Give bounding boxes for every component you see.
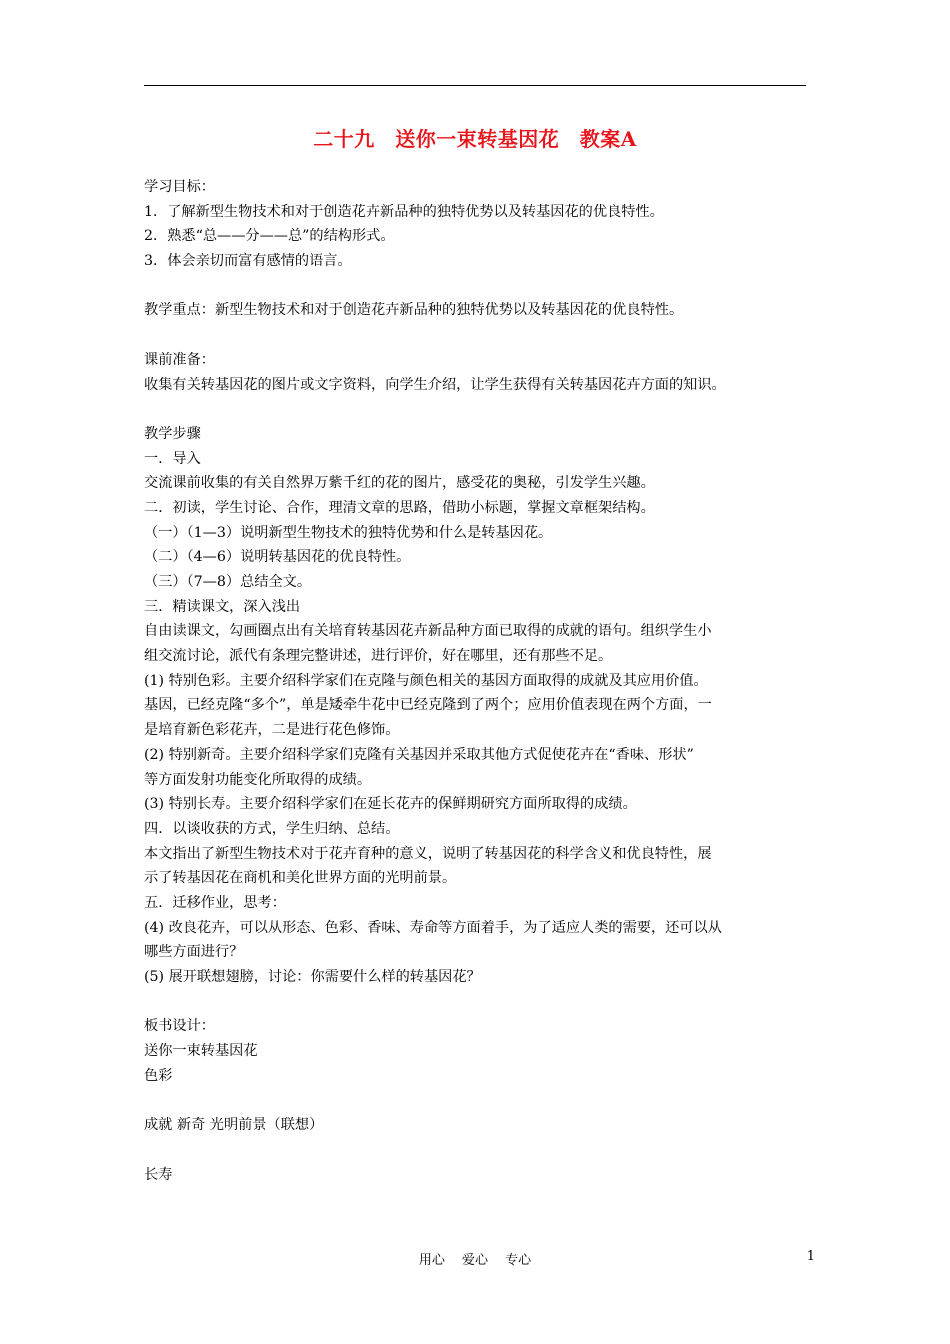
text-line: 五．迁移作业，思考：	[144, 894, 286, 911]
text-line: 交流课前收集的有关自然界万紫千红的花的图片，感受花的奥秘，引发学生兴趣。	[144, 475, 655, 492]
text-line: 长寿	[144, 1166, 173, 1183]
text-line: 等方面发射功能变化所取得的成绩。	[144, 771, 372, 788]
text-line: 示了转基因花在商机和美化世界方面的光明前景。	[144, 870, 457, 887]
text-line: 是培育新色彩花卉，二是进行花色修饰。	[144, 722, 400, 739]
text-line: 二．初读，学生讨论、合作，理清文章的思路，借助小标题，掌握文章框架结构。	[144, 499, 655, 516]
text-line: 三．精读课文，深入浅出	[144, 598, 301, 615]
text-line: (3) 特别长寿。主要介绍科学家们在延长花卉的保鲜期研究方面所取得的成绩。	[144, 796, 637, 813]
blank-line	[144, 990, 820, 1015]
text-line: (1) 特别色彩。主要介绍科学家们在克隆与颜色相关的基因方面取得的成就及其应用价值。	[144, 672, 708, 689]
text-line: （一）（1—3）说明新型生物技术的独特优势和什么是转基因花。	[144, 524, 553, 541]
document-title: 二十九 送你一束转基因花 教案A	[313, 127, 637, 151]
text-line: 组交流讨论，派代有条理完整讲述，进行评价，好在哪里，还有那些不足。	[144, 648, 613, 665]
text-line: 一．导入	[144, 450, 201, 467]
text-line: 教学步骤	[144, 425, 201, 442]
page-number: 1	[806, 1249, 815, 1264]
text-line: 2．熟悉“总——分——总”的结构形式。	[144, 228, 395, 245]
text-line: 板书设计：	[144, 1018, 215, 1035]
text-line: 自由读课文，勾画圈点出有关培育转基因花卉新品种方面已取得的成就的语句。组织学生小	[144, 623, 712, 640]
text-line: 本文指出了新型生物技术对于花卉育种的意义，说明了转基因花的科学含义和优良特性，展	[144, 845, 712, 862]
blank-line	[144, 1088, 820, 1113]
text-line: 送你一束转基因花	[144, 1043, 258, 1060]
document-body	[144, 175, 820, 1187]
text-line: 色彩	[144, 1067, 173, 1084]
text-line: (5) 展开联想翅膀，讨论：你需要什么样的转基因花？	[144, 969, 481, 985]
text-line: (2) 特别新奇。主要介绍科学家们克隆有关基因并采取其他方式促使花卉在“香味、形状”	[144, 746, 694, 763]
header-rule	[144, 85, 806, 86]
text-line: 哪些方面进行？	[144, 944, 244, 961]
blank-line	[144, 1138, 820, 1163]
footer-motto: 用心 爱心 专心	[418, 1253, 532, 1268]
text-line: (4) 改良花卉，可以从形态、色彩、香味、寿命等方面着手，为了适应人类的需要，还可以从	[144, 919, 722, 936]
text-line: 四．以谈收获的方式，学生归纳、总结。	[144, 820, 400, 837]
blank-line	[144, 274, 820, 299]
text-line: 学习目标：	[144, 179, 215, 195]
text-line: 基因，已经克隆“多个”，单是矮牵牛花中已经克隆到了两个；应用价值表现在两个方面，一	[144, 697, 712, 714]
text-line: 3．体会亲切而富有感情的语言。	[144, 253, 352, 270]
text-line: 收集有关转基因花的图片或文字资料，向学生介绍，让学生获得有关转基因花卉方面的知识。	[144, 376, 726, 393]
text-line: 教学重点：新型生物技术和对于创造花卉新品种的独特优势以及转基因花的优良特性。	[144, 302, 684, 319]
text-line: （三）（7—8）总结全文。	[144, 574, 312, 590]
text-line: 课前准备：	[144, 351, 215, 368]
blank-line	[144, 323, 820, 348]
blank-line	[144, 397, 820, 422]
text-line: 成就 新奇 光明前景（联想）	[144, 1117, 324, 1134]
text-line: 1．了解新型生物技术和对于创造花卉新品种的独特优势以及转基因花的优良特性。	[144, 203, 664, 220]
text-line: （二）（4—6）说明转基因花的优良特性。	[144, 549, 411, 566]
